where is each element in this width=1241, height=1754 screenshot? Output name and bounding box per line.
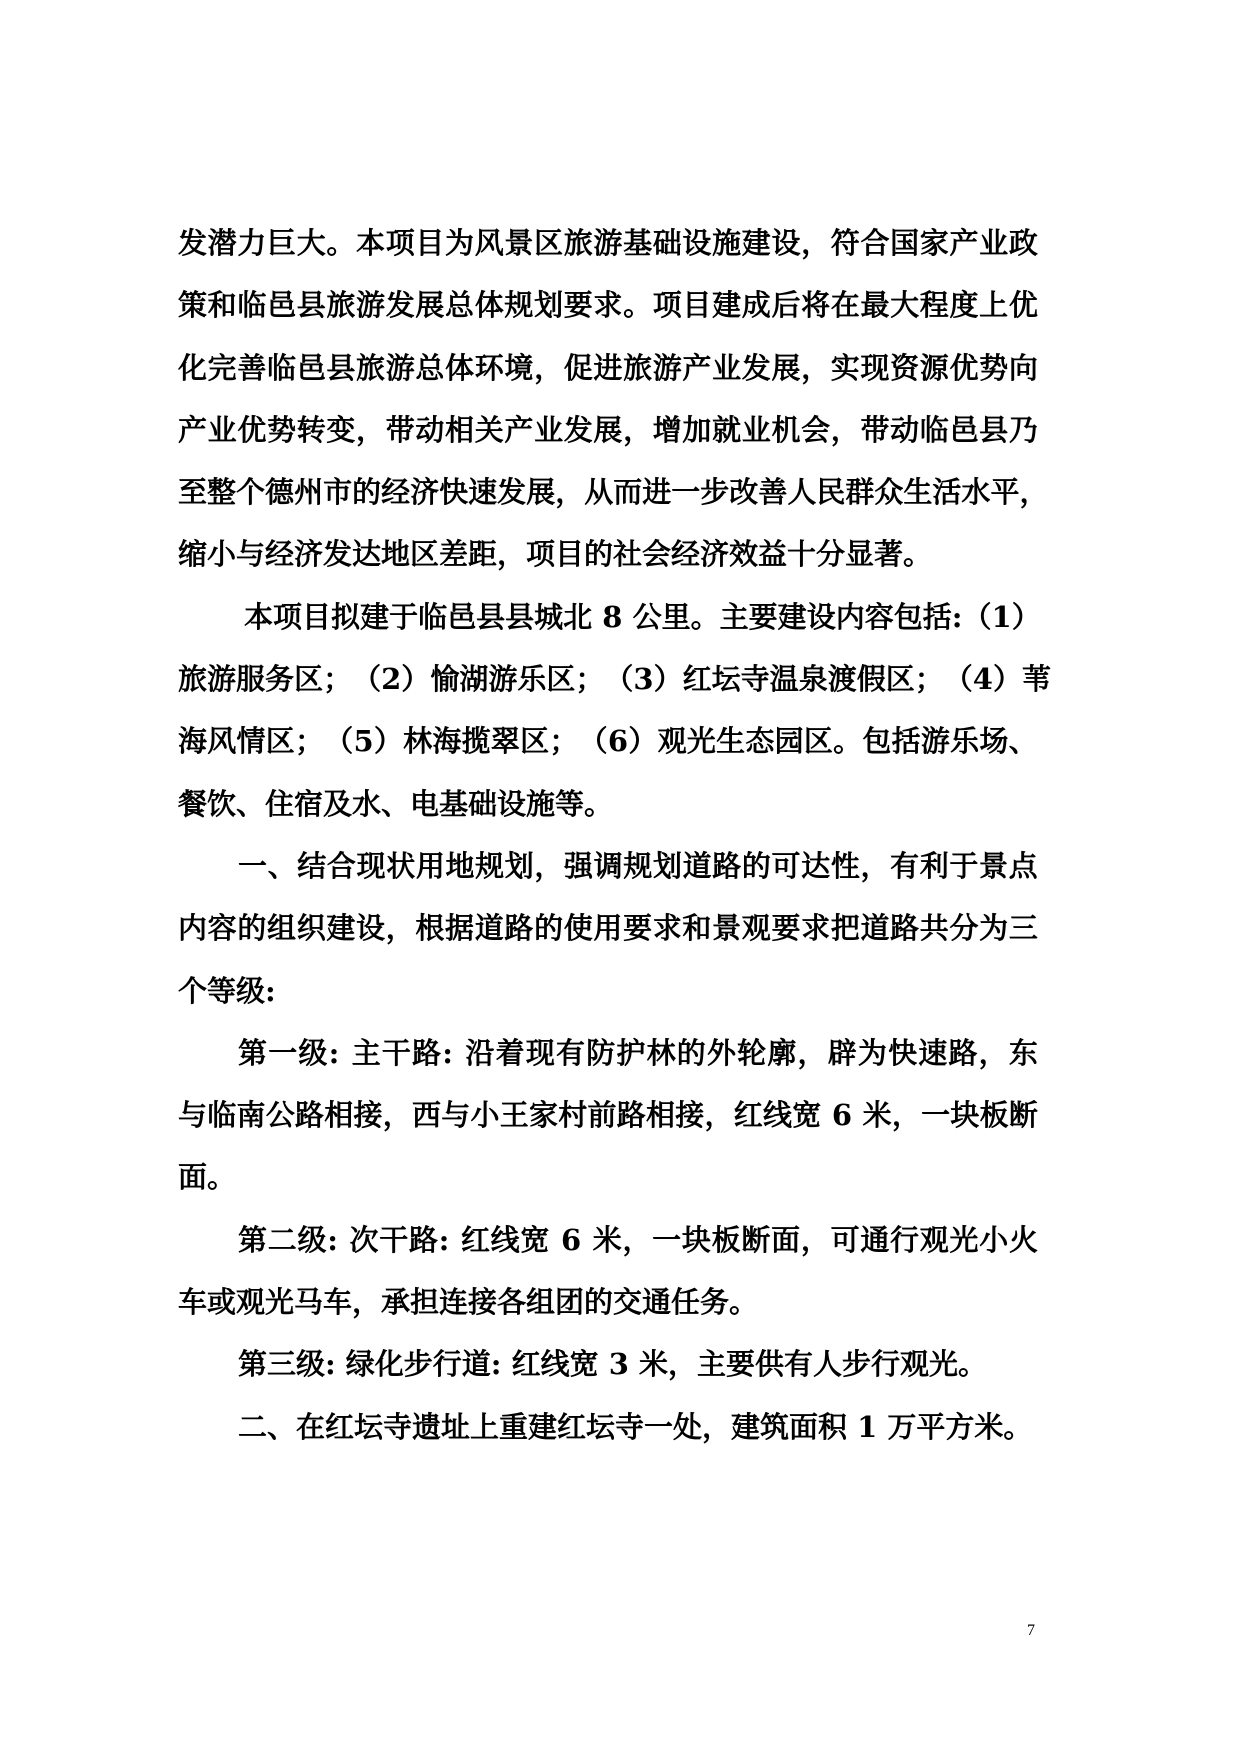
page-number: 7 bbox=[1027, 1622, 1035, 1639]
text-line: 缩小与经济发达地区差距，项目的社会经济效益十分显著。 bbox=[178, 537, 933, 572]
text-line: 产 业 优 势 转 变 ， 带 动 相 关 产 业 发 展 ， 增 加 就 业 机 会 ， 带 动 临 邑 县 乃 bbox=[178, 412, 1038, 447]
text-line: 第三级: 绿化步行道: 红线宽 3 米，主要供有人步行观光。 bbox=[238, 1347, 987, 1382]
text-line: 与 临 南 公 路 相 接 ， 西 与 小 王 家 村 前 路 相 接 ， 红 线 宽 6 米 ， 一 块 板 断 bbox=[178, 1098, 1038, 1133]
text-line: 个等级: bbox=[178, 973, 276, 1008]
text-line: 本 项 目 拟 建 于 临 邑 县 县 城 北 8 公 里 。 主 要 建 设 内 容 包 括 : （ 1 ） bbox=[244, 599, 1041, 634]
text-line: 一 、 结 合 现 状 用 地 规 划 ， 强 调 规 划 道 路 的 可 达 性 ， 有 利 于 景 点 bbox=[238, 848, 1038, 883]
text-line: 旅 游 服 务 区 ； （ 2 ） 愉 湖 游 乐 区 ； （ 3 ） 红 坛 寺 温 泉 渡 假 区 ； （ 4 ） 苇 bbox=[178, 662, 1051, 697]
text-line: 面。 bbox=[178, 1160, 237, 1195]
text-line: 策 和 临 邑 县 旅 游 发 展 总 体 规 划 要 求 。 项 目 建 成 后 将 在 最 大 程 度 上 优 bbox=[178, 288, 1038, 323]
text-line: 餐饮、住宿及水、电基础设施等。 bbox=[178, 786, 614, 821]
text-line: 第 二 级 : 次 干 路 : 红 线 宽 6 米 ， 一 块 板 断 面 ， 可 通 行 观 光 小 火 bbox=[238, 1222, 1038, 1257]
text-line: 发 潜 力 巨 大 。 本 项 目 为 风 景 区 旅 游 基 础 设 施 建 设 ， 符 合 国 家 产 业 政 bbox=[178, 226, 1038, 260]
text-line: 二、在红坛寺遗址上重建红坛寺一处，建筑面积 1 万平方米。 bbox=[238, 1409, 1033, 1444]
text-line: 车或观光马车，承担连接各组团的交通任务。 bbox=[178, 1285, 759, 1320]
text-line: 至 整 个 德 州 市 的 经 济 快 速 发 展 ， 从 而 进 一 步 改 善 人 民 群 众 生 活 水 平 ， bbox=[178, 475, 1049, 510]
text-line: 化 完 善 临 邑 县 旅 游 总 体 环 境 ， 促 进 旅 游 产 业 发 展 ， 实 现 资 源 优 势 向 bbox=[178, 350, 1038, 385]
text-line: 第 一 级 : 主 干 路 : 沿 着 现 有 防 护 林 的 外 轮 廓 ， 辟 为 快 速 路 ， 东 bbox=[238, 1035, 1038, 1070]
body-text bbox=[178, 212, 1051, 1458]
text-line: 海 风 情 区 ； （ 5 ） 林 海 揽 翠 区 ； （ 6 ） 观 光 生 态 园 区 。 包 括 游 乐 场 、 bbox=[178, 724, 1038, 759]
text-line: 内 容 的 组 织 建 设 ， 根 据 道 路 的 使 用 要 求 和 景 观 要 求 把 道 路 共 分 为 三 bbox=[178, 911, 1038, 946]
